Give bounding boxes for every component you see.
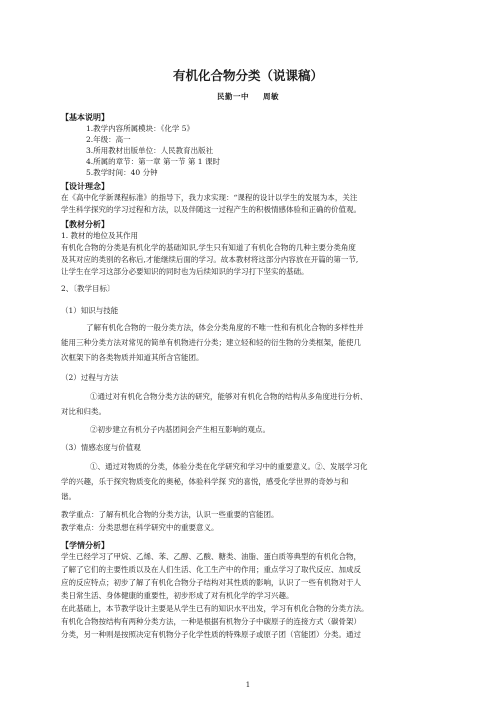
goal-heading: （2）过程与方法	[61, 373, 119, 382]
paragraph-line: 能用三种分类方法对常见的简单有机物进行分类；建立轻和轻的衍生物的分类框架，能使几	[61, 338, 361, 347]
page-number: 1	[245, 681, 251, 689]
paragraph-line: 学的兴趣，乐于探究物质变化的奥秘，体验科学探 究的喜悦，感受化学世界的奇妙与和	[61, 477, 349, 486]
goal-heading: （3）情感态度与价值观	[61, 443, 141, 452]
page-title: 有机化合物分类（说课稿）	[172, 68, 323, 83]
subheading: 1. 教材的地位及其作用	[61, 231, 139, 240]
paragraph-line: 类日常生活、身体健康的重要性，初步形成了对有机化学的学习兴趣。	[61, 591, 294, 600]
paragraph-line: 应的反应特点；初步了解了有机化合物分子结构对其性质的影响，认识了一些有机物对于人	[61, 578, 361, 587]
basic-item: 2.年级：高一	[86, 135, 131, 144]
paragraph-line: 在《高中化学新课程标准》的指导下，我力求实现：“课程的设计以学生的发展为本，关注	[61, 193, 358, 202]
basic-item: 5.教学时间：40 分钟	[86, 168, 158, 177]
difficulty-point: 教学难点：分类思想在科学研究中的重要意义。	[61, 523, 219, 532]
paragraph-line: ①通过对有机化合物分类方法的研究，能够对有机化合物的结构从多角度进行分析、	[90, 392, 368, 401]
paragraph-line: 谐。	[61, 492, 76, 501]
basic-item: 4.所属的章节：第一章 第一节 第 1 课时	[86, 157, 220, 166]
section-heading-analysis: 【教材分析】	[61, 219, 109, 229]
key-point: 教学重点：了解有机化合物的分类方法，认识一些重要的官能团。	[61, 510, 279, 519]
author-name: 周敏	[263, 92, 279, 101]
paragraph-line: 学生已经学习了甲烷、乙烯、苯、乙醇、乙酸、糖类、油脂、蛋白质等典型的有机化合物，	[61, 552, 361, 561]
paragraph-line: 了解了它们的主要性质以及在人们生活、化工生产中的作用；重点学习了取代反应、加成反	[61, 565, 361, 574]
basic-item: 3.所用教材出版单位：人民教育出版社	[86, 146, 214, 155]
paragraph-line: 次框架下的各类物质并知道其所含官能团。	[61, 353, 204, 362]
paragraph-line: 在此基础上，本节教学设计主要是从学生已有的知识水平出发，学习有机化合物的分类方法。	[61, 604, 369, 613]
subheading: 2、〔教学目标〕	[61, 284, 115, 293]
paragraph-line: ②初步建立有机分子内基团间会产生相互影响的观点。	[90, 425, 270, 434]
paragraph-line: 有机化合物按结构有两种分类方法，一种是根据有机物分子中碳原子的连接方式（碳骨架）	[61, 617, 361, 626]
paragraph-line: 及其对应的类别的名称后,才能继续后面的学习。故本教材将这部分内容放在开篇的第一节,	[61, 255, 359, 264]
paragraph-line: 对比和归类。	[61, 407, 106, 416]
paragraph-line: 让学生在学习这部分必要知识的同时也为后续知识的学习打下坚实的基础。	[61, 267, 309, 276]
section-heading-concept: 【设计理念】	[61, 181, 109, 191]
author-line	[0, 91, 496, 102]
goal-heading: （1）知识与技能	[61, 306, 119, 315]
paragraph-line: 学生科学探究的学习过程和方法，以及伴随这一过程产生的积极情感体验和正确的价值观。	[61, 205, 361, 214]
paragraph-line: 分类，另一种则是按照决定有机物分子化学性质的特殊原子或原子团（官能团）分类。通过	[61, 630, 361, 639]
author-school: 民勤一中	[217, 92, 249, 101]
paragraph-line: ①、通过对物质的分类，体验分类在化学研究和学习中的重要意义。②、发展学习化	[90, 462, 368, 471]
paragraph-line: 有机化合物的分类是有机化学的基础知识,学生只有知道了有机化合物的几种主要分类角度	[61, 243, 356, 252]
section-heading-students: 【学情分析】	[61, 540, 109, 550]
section-heading-basic: 【基本说明】	[61, 112, 109, 122]
basic-item: 1.教学内容所属模块：《化学 5》	[86, 124, 195, 133]
paragraph-line: 了解有机化合物的一般分类方法，体会分类角度的不唯一性和有机化合物的多样性并	[86, 323, 364, 332]
